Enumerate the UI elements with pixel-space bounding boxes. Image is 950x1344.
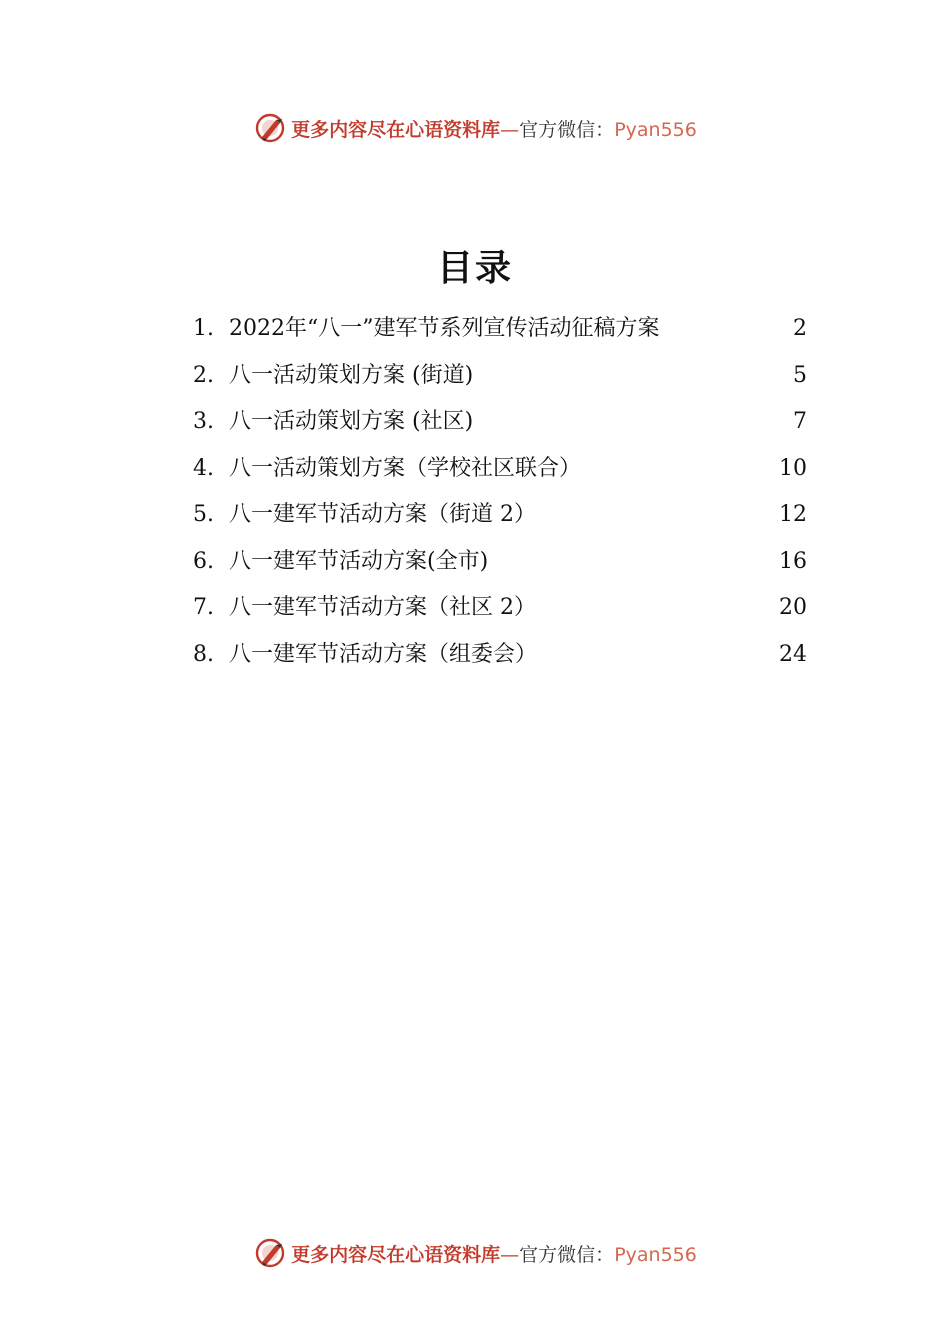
toc-entry-number: 1. [193, 316, 214, 341]
toc-entry-number: 8. [193, 641, 214, 667]
banner-main-text: 更多内容尽在心语资料库 [291, 118, 501, 141]
toc-entry-title: 八一建军节活动方案（社区 2） [229, 595, 536, 620]
header-banner [0, 108, 950, 148]
toc-entry-title: 八一建军节活动方案（组委会） [229, 641, 538, 667]
banner-wechat-label: 官方微信： [519, 1243, 615, 1266]
toc-entry-number: 3. [193, 409, 214, 434]
toc-entry[interactable] [193, 492, 807, 539]
toc-entry-page: 20 [779, 595, 807, 620]
toc-entry-title: 八一活动策划方案 (社区) [229, 409, 474, 434]
banner-wechat-id: Pyan556 [614, 1243, 697, 1266]
pen-seal-logo-icon [253, 111, 287, 145]
toc-entry-number: 5. [193, 502, 214, 527]
toc-entry[interactable] [193, 353, 807, 400]
banner-main-text: 更多内容尽在心语资料库 [291, 1243, 501, 1266]
banner-wechat-label: 官方微信： [519, 118, 615, 141]
toc-entry[interactable] [193, 632, 807, 679]
toc-entry-page: 10 [779, 455, 807, 481]
toc-entry[interactable] [193, 399, 807, 446]
toc-entry-number: 6. [193, 548, 214, 574]
toc-entry-page: 12 [779, 502, 807, 527]
pen-seal-logo-icon [253, 1236, 287, 1270]
toc-entry[interactable] [193, 539, 807, 586]
toc-title: 目录 [436, 248, 513, 289]
banner-wechat-id: Pyan556 [614, 118, 697, 141]
toc-entry-page: 24 [779, 641, 807, 667]
toc-entry-number: 4. [193, 455, 214, 481]
toc-entry[interactable] [193, 585, 807, 632]
toc-list [193, 306, 807, 678]
footer-banner-text [291, 1240, 697, 1267]
toc-entry-title: 八一建军节活动方案(全市) [229, 548, 489, 574]
banner-dash: — [500, 118, 520, 141]
toc-entry-title: 八一建军节活动方案（街道 2） [229, 502, 536, 527]
toc-entry-number: 2. [193, 362, 214, 388]
banner-dash: — [500, 1243, 520, 1266]
toc-entry-page: 7 [793, 409, 807, 434]
toc-entry[interactable] [193, 306, 807, 353]
header-banner-text [291, 115, 697, 142]
toc-entry-page: 16 [779, 548, 807, 574]
toc-entry-title: 2022年“八一”建军节系列宣传活动征稿方案 [229, 316, 660, 341]
toc-entry-page: 5 [793, 362, 807, 388]
footer-banner [0, 1233, 950, 1273]
toc-entry-title: 八一活动策划方案 (街道) [229, 362, 474, 388]
toc-entry[interactable] [193, 446, 807, 493]
toc-entry-number: 7. [193, 595, 214, 620]
toc-entry-title: 八一活动策划方案（学校社区联合） [229, 455, 582, 481]
toc-entry-page: 2 [793, 316, 807, 341]
